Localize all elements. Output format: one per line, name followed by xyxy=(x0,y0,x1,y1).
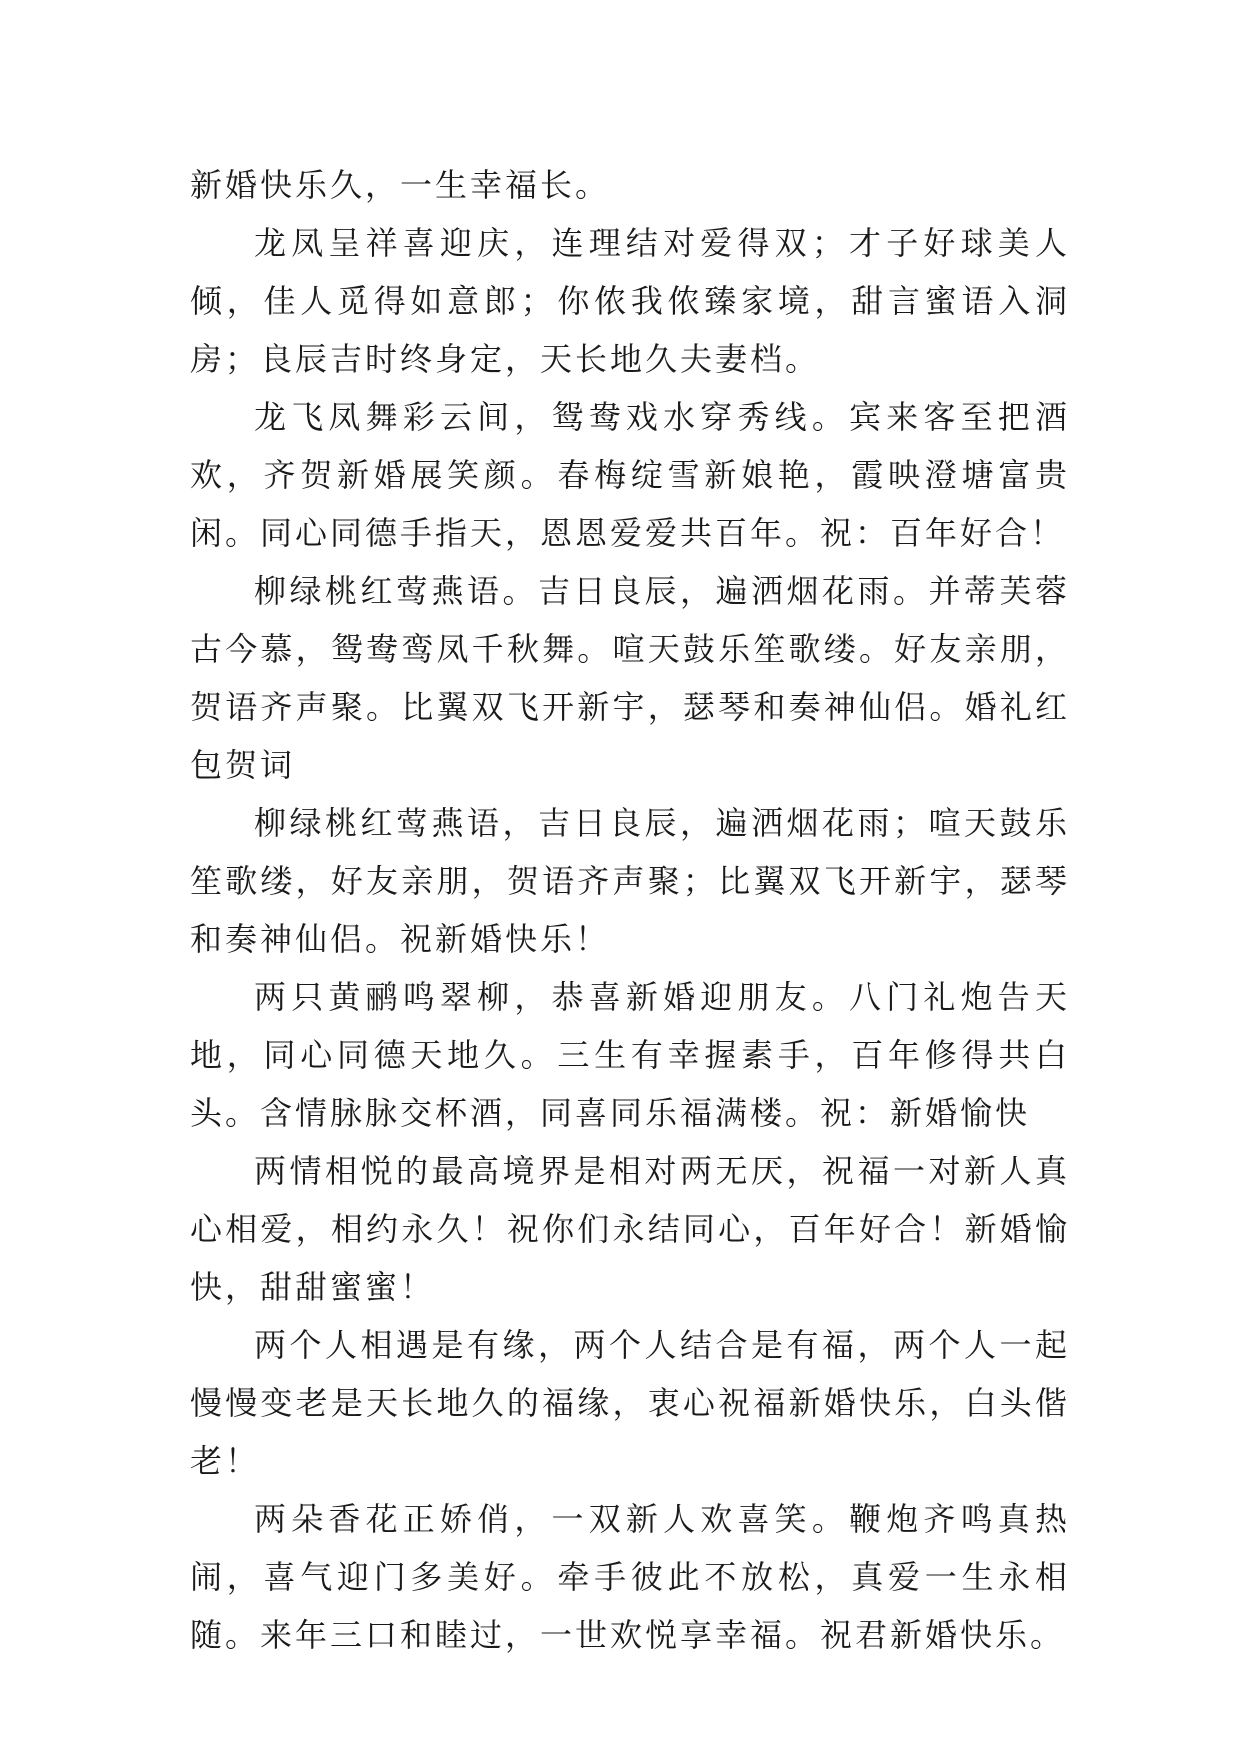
paragraph-continued: 新婚快乐久，一生幸福长。 xyxy=(190,166,611,204)
paragraph-dragon-phoenix: 龙凤呈祥喜迎庆，连理结对爱得双；才子好球美人倾，佳人觅得如意郎；你侬我侬臻家境，甜言蜜语入洞房；良辰吉时终身定，天长地久夫妻档。 xyxy=(190,224,1070,378)
paragraph-two-people: 两个人相遇是有缘，两个人结合是有福，两个人一起慢慢变老是天长地久的福缘，衷心祝福新婚快乐，白头偕老！ xyxy=(190,1326,1070,1480)
paragraph-two-flowers: 两朵香花正娇俏，一双新人欢喜笑。鞭炮齐鸣真热闹，喜气迎门多美好。牵手彼此不放松，真爱一生永相随。来年三口和睦过，一世欢悦享幸福。祝君新婚快乐。 xyxy=(190,1500,1070,1654)
paragraph-mutual-love: 两情相悦的最高境界是相对两无厌，祝福一对新人真心相爱，相约永久！祝你们永结同心，百年好合！新婚愉快，甜甜蜜蜜！ xyxy=(190,1152,1070,1306)
paragraph-dragon-dance: 龙飞凤舞彩云间，鸳鸯戏水穿秀线。宾来客至把酒欢，齐贺新婚展笑颜。春梅绽雪新娘艳，霞映澄塘富贵闲。同心同德手指天，恩恩爱爱共百年。祝：百年好合！ xyxy=(190,398,1070,552)
paragraph-orioles: 两只黄鹂鸣翠柳，恭喜新婚迎朋友。八门礼炮告天地，同心同德天地久。三生有幸握素手，百年修得共白头。含情脉脉交杯酒，同喜同乐福满楼。祝：新婚愉快 xyxy=(190,978,1070,1132)
paragraph-willow-peach-2: 柳绿桃红莺燕语，吉日良辰，遍洒烟花雨；喧天鼓乐笙歌缕，好友亲朋，贺语齐声聚；比翼双飞开新宇，瑟琴和奏神仙侣。祝新婚快乐！ xyxy=(190,804,1070,958)
paragraph-willow-peach-1: 柳绿桃红莺燕语。吉日良辰，遍洒烟花雨。并蒂芙蓉古今慕，鸳鸯鸾凤千秋舞。喧天鼓乐笙歌缕。好友亲朋，贺语齐声聚。比翼双飞开新宇，瑟琴和奏神仙侣。婚礼红包贺词 xyxy=(190,572,1070,784)
body-text xyxy=(190,156,1070,1664)
